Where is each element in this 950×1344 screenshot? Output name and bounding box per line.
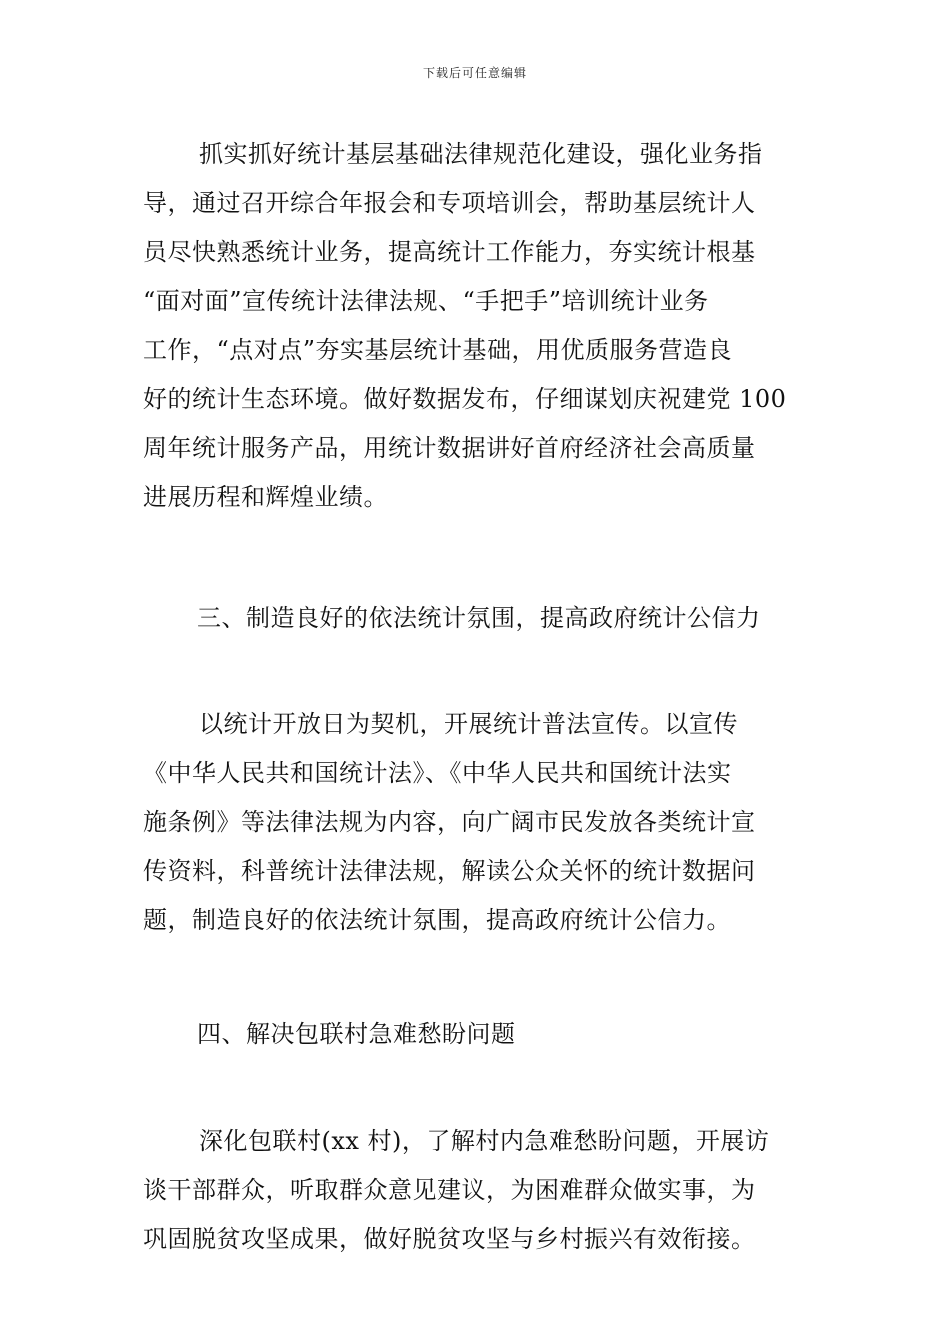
paragraph-line: 深化包联村(xx 村)，了解村内急难愁盼问题，开展访	[199, 1127, 770, 1155]
paragraph-village-support	[143, 1117, 811, 1264]
paragraph-line: 周年统计服务产品，用统计数据讲好首府经济社会高质量	[143, 434, 756, 462]
paragraph-statistics-foundation	[143, 130, 811, 522]
paragraph-line: “面对面”宣传统计法律法规、“手把手”培训统计业务	[143, 287, 709, 315]
paragraph-line: 题，制造良好的依法统计氛围，提高政府统计公信力。	[143, 906, 731, 934]
paragraph-line: 《中华人民共和国统计法》、《中华人民共和国统计法实	[143, 759, 732, 787]
paragraph-line: 谈干部群众，听取群众意见建议，为困难群众做实事，为	[143, 1176, 756, 1204]
section-heading-three: 三、制造良好的依法统计氛围，提高政府统计公信力	[197, 604, 761, 632]
document-body	[143, 130, 811, 1264]
page-header: 下载后可任意编辑	[422, 66, 527, 80]
paragraph-line: 巩固脱贫攻坚成果，做好脱贫攻坚与乡村振兴有效衔接。	[143, 1225, 756, 1253]
section-heading-four: 四、解决包联村急难愁盼问题	[197, 1020, 516, 1048]
paragraph-statistics-law-promotion	[143, 700, 811, 945]
paragraph-line: 导，通过召开综合年报会和专项培训会，帮助基层统计人	[143, 189, 756, 217]
paragraph-line: 以统计开放日为契机，开展统计普法宣传。以宣传	[199, 710, 738, 738]
paragraph-line: 抓实抓好统计基层基础法律规范化建设，强化业务指	[199, 140, 763, 168]
paragraph-line: 好的统计生态环境。做好数据发布，仔细谋划庆祝建党 100	[143, 385, 787, 413]
paragraph-line: 传资料，科普统计法律法规，解读公众关怀的统计数据问	[143, 857, 756, 885]
paragraph-line: 进展历程和辉煌业绩。	[143, 483, 388, 511]
paragraph-line: 施条例》等法律法规为内容，向广阔市民发放各类统计宣	[143, 808, 756, 836]
paragraph-line: 员尽快熟悉统计业务，提高统计工作能力，夯实统计根基	[143, 238, 756, 266]
paragraph-line: 工作，“点对点”夯实基层统计基础，用优质服务营造良	[143, 336, 733, 364]
